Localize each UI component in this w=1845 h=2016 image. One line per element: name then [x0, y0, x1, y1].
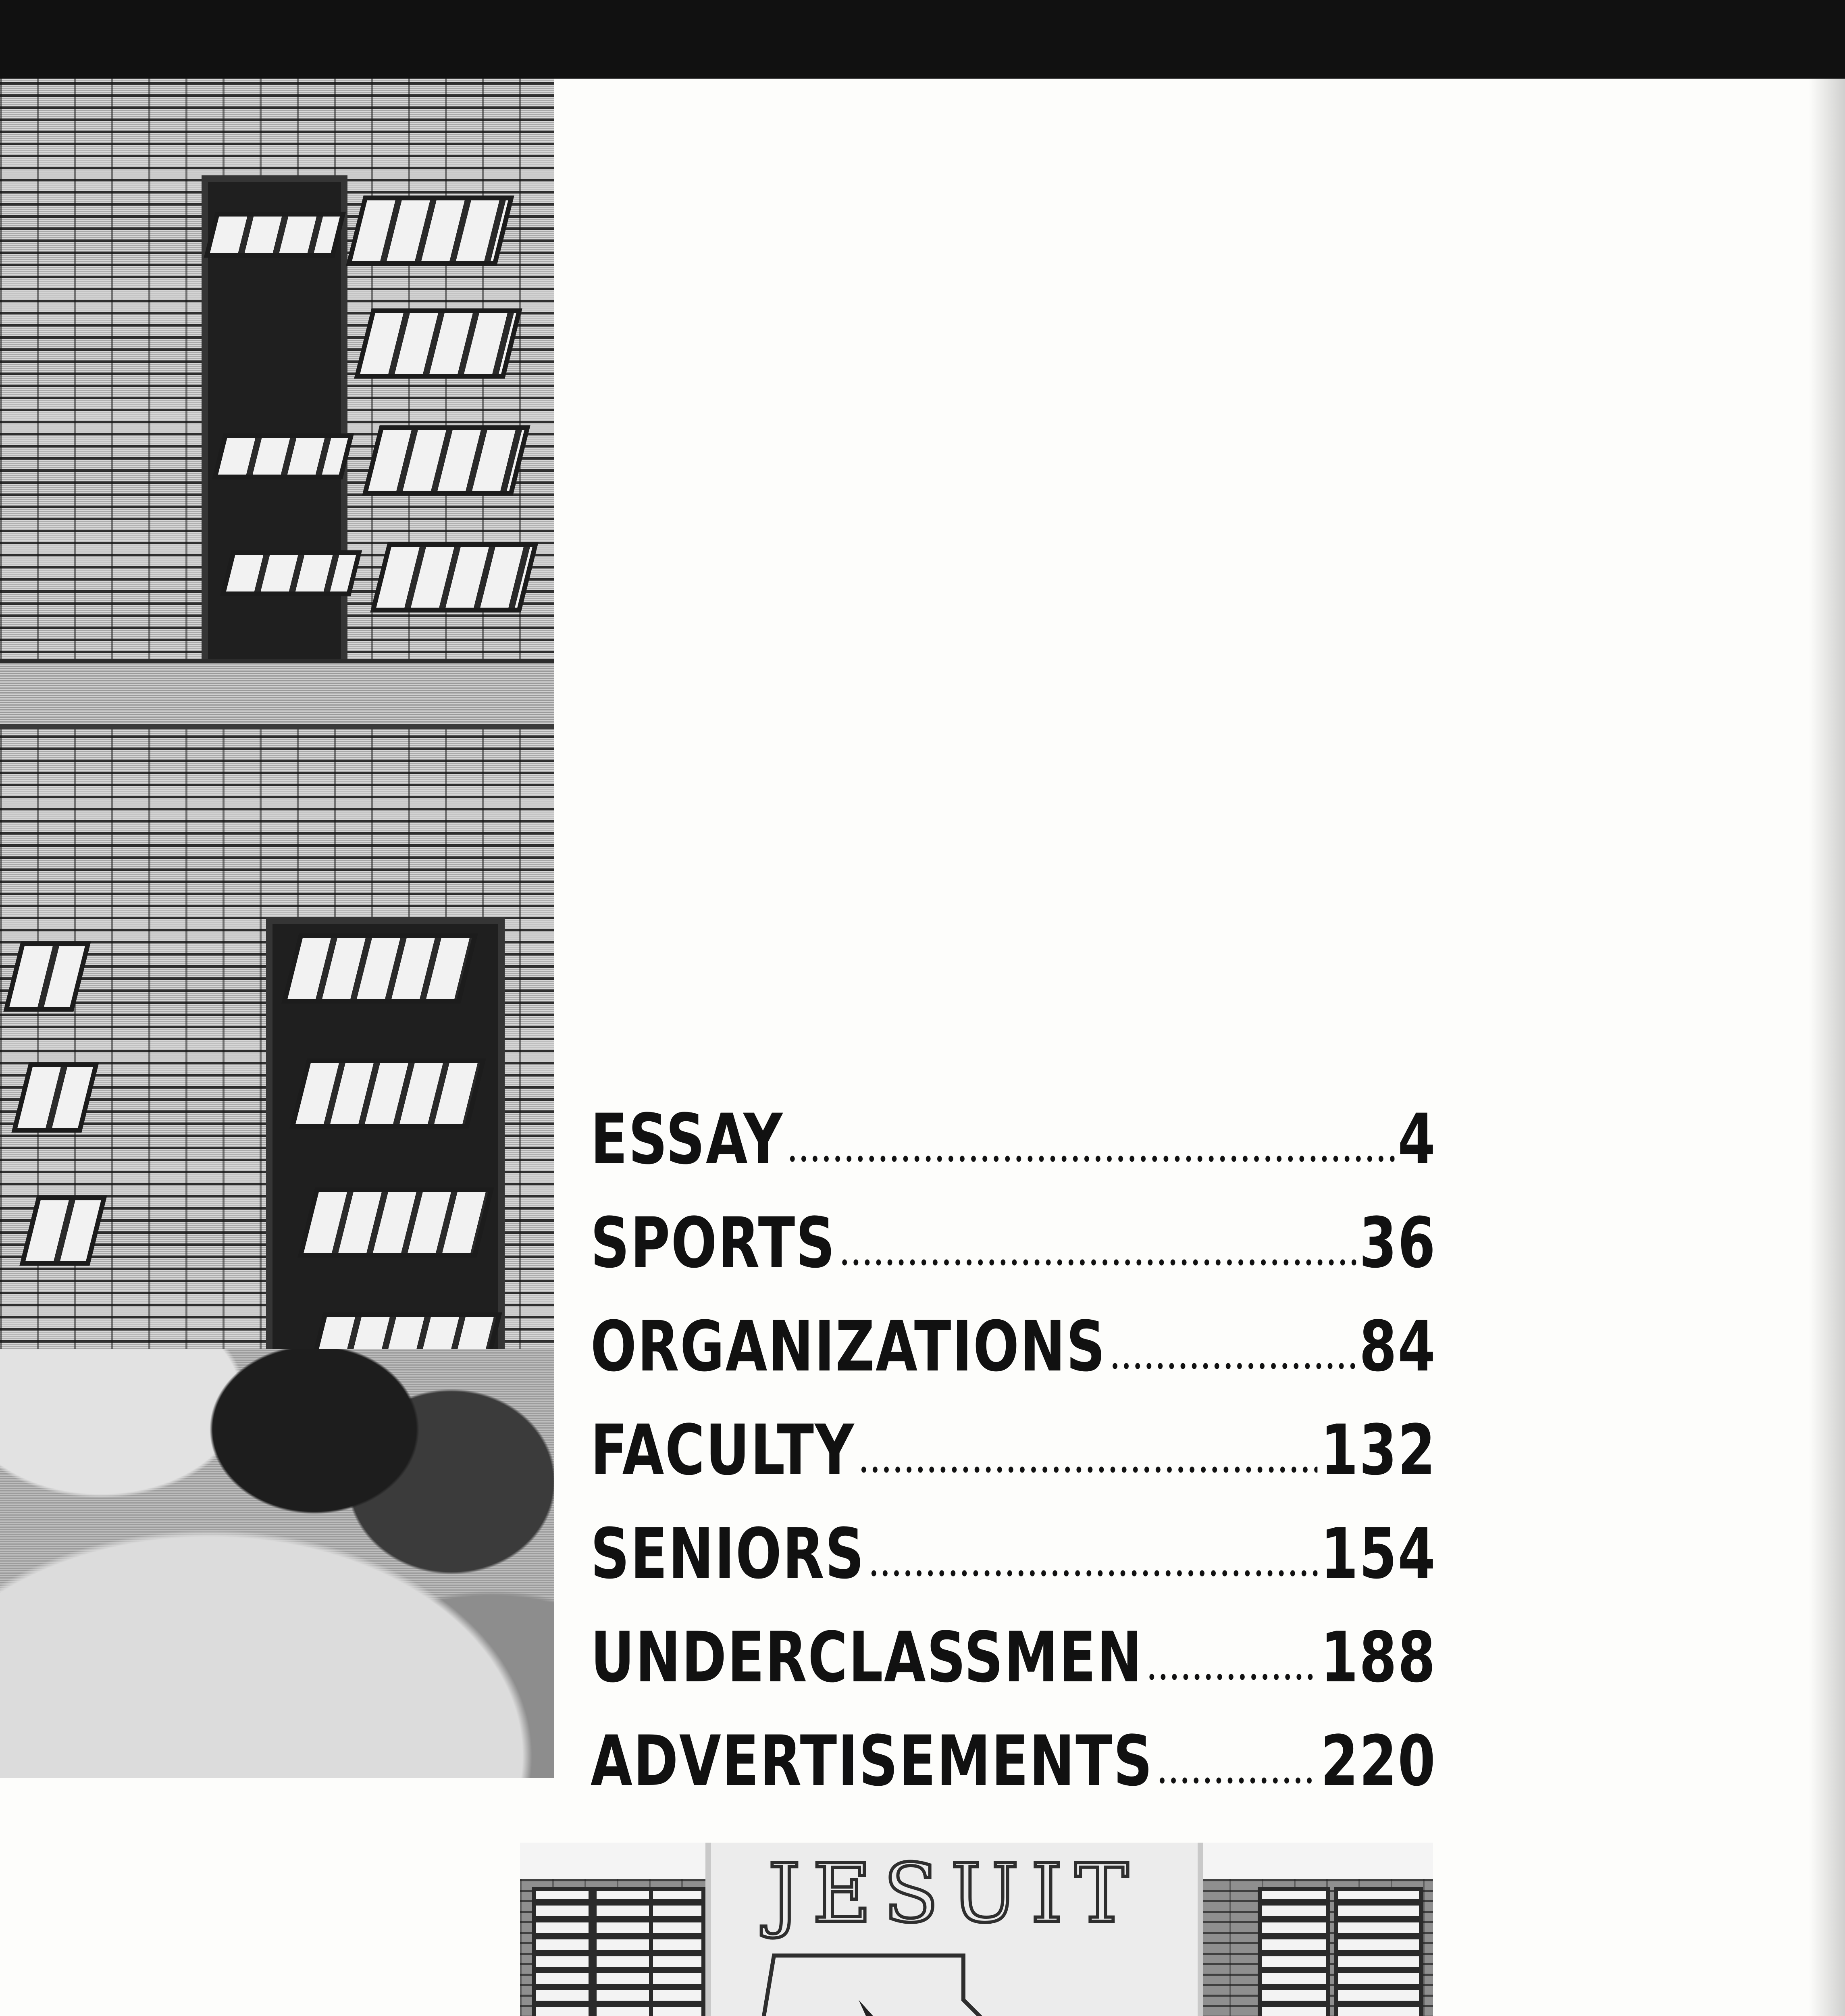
window-awning	[362, 425, 530, 496]
toc-title: ADVERTISEMENTS	[591, 1720, 1153, 1801]
building-window	[1334, 1887, 1423, 2016]
toc-page-number: 36	[1359, 1202, 1437, 1283]
toc-entry-underclassmen[interactable]	[591, 1617, 1436, 1720]
window-awning	[370, 542, 538, 612]
dot-leader	[839, 1258, 1356, 1267]
window-awning	[212, 433, 354, 479]
toc-page-number: 132	[1321, 1410, 1437, 1491]
toc-entry-advertisements[interactable]	[591, 1720, 1436, 1824]
window-awning	[297, 1187, 494, 1258]
toc-entry-sports[interactable]	[591, 1202, 1436, 1306]
dot-leader	[787, 1154, 1395, 1163]
toc-title: SPORTS	[591, 1202, 836, 1283]
page-edge-shadow	[1809, 79, 1845, 2016]
building-window	[1258, 1887, 1330, 2016]
dot-leader	[1157, 1776, 1318, 1785]
toc-entry-organizations[interactable]	[591, 1306, 1436, 1410]
window-awning	[204, 212, 346, 258]
building-window	[649, 1887, 705, 2016]
toc-page-number: 220	[1321, 1720, 1437, 1801]
window-awning	[220, 550, 362, 596]
toc-page-number: 84	[1359, 1306, 1437, 1387]
toc-title: UNDERCLASSMEN	[591, 1617, 1143, 1698]
toc-page-number: 154	[1321, 1513, 1437, 1594]
toc-page-number: 188	[1321, 1617, 1437, 1698]
yearbook-page	[0, 79, 1845, 2016]
dot-leader	[858, 1465, 1318, 1474]
banner-photo	[520, 1843, 1433, 2016]
toc-entry-seniors[interactable]	[591, 1513, 1436, 1617]
window-awning	[346, 196, 514, 266]
table-of-contents	[591, 1099, 1437, 1824]
toc-title: SENIORS	[591, 1513, 865, 1594]
window-awning	[281, 933, 478, 1004]
louisiana-map-with-blue-jay	[738, 1939, 1181, 2016]
window-awning	[289, 1058, 486, 1129]
toc-entry-faculty[interactable]	[591, 1410, 1436, 1513]
blue-jay-mascot-icon	[810, 2000, 971, 2016]
banner-title: JESUIT	[768, 1847, 1141, 1941]
building-ledge	[0, 659, 554, 729]
toc-page-number: 4	[1398, 1099, 1437, 1180]
toc-title: FACULTY	[591, 1410, 855, 1491]
jesuit-banner	[705, 1843, 1203, 2016]
toc-title: ESSAY	[591, 1099, 784, 1180]
window-awning	[354, 308, 522, 379]
crowd-of-students	[0, 1349, 554, 1778]
building-photo	[0, 79, 554, 1778]
dot-leader	[868, 1569, 1318, 1578]
dot-leader	[1109, 1362, 1356, 1370]
dot-leader	[1146, 1672, 1317, 1681]
toc-entry-essay[interactable]	[591, 1099, 1436, 1202]
building-window	[593, 1887, 653, 2016]
building-window	[532, 1887, 593, 2016]
toc-title: ORGANIZATIONS	[591, 1306, 1107, 1387]
